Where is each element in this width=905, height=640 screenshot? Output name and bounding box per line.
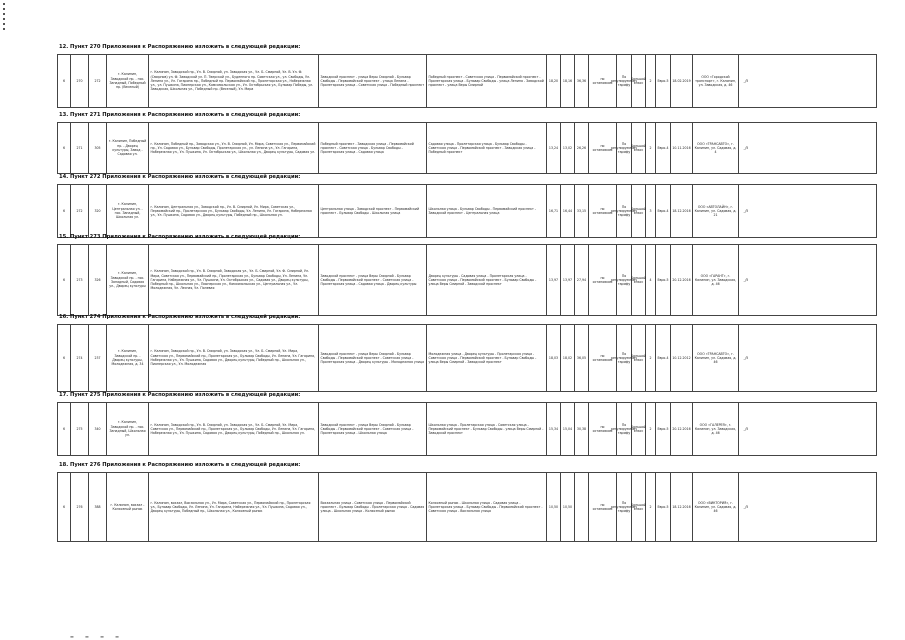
section-title: 15. Пункт 273 Приложения к Распоряжению изложить в следующей редакции:: [59, 234, 301, 240]
route-streets: г. Калинин, Заводской пр., Ул. В. Смирной, Заводская ул., Ул. Б. Смирной, Ул. Ф. Смирной, Ул. Мира, Советская ул., Первомайский пр., Пролетарская ул., Бульвар Свободы, Ул. Ленина, Ул. Гагарина, Набережная ул., Ул. Пушкина, Ул. Октябрьская ул., Садовая ул., Дворец культуры, Победный пр., Школьная ул., Пионерская ул., Комсомольская ул., Центральная ул., Ул. Молодежная, Ул. Лесная, Ул. Полевая: [149, 245, 319, 315]
row-n: 6: [58, 55, 71, 107]
route-name: г. Калинин, Заводской пр. - пос. Западный, Садовая ул., Дворец культуры: [107, 245, 149, 315]
stops-forward: Вокзальная улица - Советская улица - Первомайский проспект - Бульвар Свободы - Пролетарская улица - Садовая улица - Школьная улица - Колхозный рынок: [319, 473, 427, 541]
route-name: г. Калинин, Заводской пр. - пос. Западный, Победный пр. (Веселый): [107, 55, 149, 107]
length-backward: 15,04: [561, 403, 575, 455]
stops-backward: Колхозный рынок - Школьная улица - Садовая улица - Пролетарская улица - Бульвар Свободы - Первомайский проспект - Советская улица - Вокзальная улица: [427, 473, 547, 541]
start-date: 10.12.2012: [671, 325, 693, 391]
start-date: 20.12.2016: [671, 403, 693, 455]
carrier: ООО «ГАРАНТ», г. Калинин, ул. Заводская, д. 46: [693, 245, 739, 315]
row-code: 326: [89, 245, 107, 315]
section-item-4: [57, 234, 877, 316]
stops-forward: Центральная улица - Заводской проспект - Первомайский проспект - Бульвар Свободы - Школьная улица: [319, 185, 427, 237]
bus-count: 2: [646, 473, 656, 541]
length-backward: 16,44: [561, 185, 575, 237]
length-forward: 18,20: [547, 55, 561, 107]
bus-class: Большой класс: [632, 123, 646, 173]
stops-forward: Заводской проспект - улица Веры Смирной - Бульвар Свободы - Первомайский проспект - Советская улица - Пролетарская улица - Дворец культуры - Молодежная улица: [319, 325, 427, 391]
start-date: 18.02.2019: [671, 55, 693, 107]
row-n: 6: [58, 473, 71, 541]
tariff-regime: По регулируемому тарифу: [617, 325, 632, 391]
row-n: 6: [58, 325, 71, 391]
length-forward: 18,03: [547, 325, 561, 391]
row-mark: _/5: [743, 504, 749, 509]
bottom-marks: ▬ ▬ ▬ ▬: [70, 634, 124, 639]
section-item-6: [57, 392, 877, 456]
length-total: 27,94: [575, 245, 589, 315]
stops-mode: по остановкам: [589, 245, 617, 315]
stops-backward: Школьная улица - Бульвар Свободы - Первомайский проспект - Заводской проспект - Центральная улица: [427, 185, 547, 237]
stops-backward: Молодежная улица - Дворец культуры - Пролетарская улица - Советская улица - Первомайский проспект - Бульвар Свободы - улица Веры Смирной - Заводской проспект: [427, 325, 547, 391]
route-name: г. Калинин, Заводской пр. - Дворец культуры, Молодежная, д. 34: [107, 325, 149, 391]
section-item-1: [57, 44, 877, 108]
row-code: 237: [89, 325, 107, 391]
tariff-regime: По регулируемому тарифу: [617, 245, 632, 315]
eco-class: Евро-4: [656, 325, 671, 391]
row-num: 272: [71, 185, 89, 237]
start-date: 18.12.2016: [671, 185, 693, 237]
stops-forward: Победный проспект - Заводская улица - Первомайский проспект - Советская улица - Бульвар Свободы - Пролетарская улица - Садовая улица: [319, 123, 427, 173]
table-row: [57, 402, 877, 456]
table-row: [57, 472, 877, 542]
stops-forward: Заводской проспект - улица Веры Смирной - Бульвар Свободы - Первомайский проспект - Советская улица - Пролетарская улица - Садовая улица - Дворец культуры: [319, 245, 427, 315]
row-mark: _/5: [743, 208, 749, 213]
tariff-regime: По регулируемому тарифу: [617, 55, 632, 107]
bus-count: 4: [646, 245, 656, 315]
carrier: ООО «Городской транспорт», г. Калинин, ул. Заводская, д. 46: [693, 55, 739, 107]
row-n: 6: [58, 185, 71, 237]
tariff-regime: По регулируемому тарифу: [617, 473, 632, 541]
stops-mode: по остановкам: [589, 123, 617, 173]
bus-class: Большой класс: [632, 185, 646, 237]
section-title: 13. Пункт 271 Приложения к Распоряжению изложить в следующей редакции:: [59, 112, 301, 118]
route-streets: г. Калинин, Заводской пр., Ул. В. Смирной, ул. Заводская ул., Ул. Б. Смирной, Ул. Мира, Советская ул., Первомайский пр., Пролетарская ул., Бульвар Свободы, Ул. Ленина, Ул. Гагарина, Набережная ул., Ул. Пушкина, Садовая ул., Дворец культуры, Победный пр., Школьная ул.: [149, 403, 319, 455]
stops-backward: Школьная улица - Пролетарская улица - Советская улица - Первомайский проспект - Бульвар Свободы - улица Веры Смирной - Заводской проспект: [427, 403, 547, 455]
section-title: 17. Пункт 275 Приложения к Распоряжению изложить в следующей редакции:: [59, 392, 301, 398]
length-forward: 15,34: [547, 403, 561, 455]
route-name: г. Калинин, Центральная ул. - пос. Западный, Школьная ул.: [107, 185, 149, 237]
eco-class: Евро-4: [656, 123, 671, 173]
row-code: 272: [89, 55, 107, 107]
table-row: [57, 244, 877, 316]
bus-count: 2: [646, 325, 656, 391]
row-mark: _/5: [743, 78, 749, 83]
row-num: 271: [71, 123, 89, 173]
length-backward: 18,16: [561, 55, 575, 107]
eco-class: Евро-5: [656, 403, 671, 455]
table-row: [57, 54, 877, 108]
length-backward: 13,02: [561, 123, 575, 173]
table-row: [57, 324, 877, 392]
row-mark: _/5: [743, 277, 749, 282]
bus-count: 2: [646, 123, 656, 173]
table-row: [57, 122, 877, 174]
stops-backward: Дворец культуры - Садовая улица - Пролетарская улица - Советская улица - Первомайский проспект - Бульвар Свободы - улица Веры Смирной - Заводской проспект: [427, 245, 547, 315]
length-total: 36,05: [575, 325, 589, 391]
eco-class: Евро-4: [656, 185, 671, 237]
start-date: 10.11.2016: [671, 123, 693, 173]
route-name: г. Калинин, вокзал - Колхозный рынок: [107, 473, 149, 541]
length-backward: 18,02: [561, 325, 575, 391]
carrier: ООО «АВТОЛАЙН», г. Калинин, ул. Садовая, д. 21: [693, 185, 739, 237]
start-date: 20.12.2016: [671, 245, 693, 315]
row-n: 6: [58, 245, 71, 315]
row-num: 273: [71, 245, 89, 315]
section-title: 16. Пункт 274 Приложения к Распоряжению изложить в следующей редакции:: [59, 314, 301, 320]
row-num: 276: [71, 473, 89, 541]
stops-mode: по остановкам: [589, 185, 617, 237]
tariff-regime: По регулируемому тарифу: [617, 403, 632, 455]
eco-class: Евро-5: [656, 55, 671, 107]
section-item-2: [57, 112, 877, 174]
section-item-3: [57, 174, 877, 238]
length-forward: 16,71: [547, 185, 561, 237]
bus-count: 3: [646, 185, 656, 237]
stops-backward: Садовая улица - Пролетарская улица - Бульвар Свободы - Советская улица - Первомайский проспект - Заводская улица - Победный проспект: [427, 123, 547, 173]
row-code: 305: [89, 123, 107, 173]
route-name: г. Калинин, Победный пр. - Дворец культуры, Завод - Садовая ул.: [107, 123, 149, 173]
section-title: 18. Пункт 276 Приложения к Распоряжению изложить в следующей редакции:: [59, 462, 301, 468]
bus-class: Большой класс: [632, 403, 646, 455]
row-code: 340: [89, 403, 107, 455]
row-code: 320: [89, 185, 107, 237]
stops-mode: по остановкам: [589, 403, 617, 455]
route-streets: г. Калинин, вокзал, Вокзальная ул., Ул. Мира, Советская ул., Первомайский пр., Пролетарская ул., Бульвар Свободы, Ул. Ленина, Ул. Гагарина, Набережная ул., Ул. Пушкина, Садовая ул., Дворец культуры, Победный пр., Школьная ул., Колхозный рынок: [149, 473, 319, 541]
eco-class: Евро-5: [656, 473, 671, 541]
table-row: [57, 184, 877, 238]
row-code: 388: [89, 473, 107, 541]
carrier: ООО «ТРАНСАВТО», г. Калинин, ул. Садовая, д. 46: [693, 325, 739, 391]
section-item-5: [57, 314, 877, 392]
row-mark: _/5: [743, 145, 749, 150]
bus-class: Большой класс: [632, 55, 646, 107]
length-total: 30,38: [575, 403, 589, 455]
route-streets: г. Калинин, Центральная ул., Заводской пр., Ул. В. Смирной, Ул. Мира, Советская ул., Первомайский пр., Пролетарская ул., Бульвар Свободы, Ул. Ленина, Ул. Гагарина, Набережная ул., Ул. Пушкина, Садовая ул., Дворец культуры, Победный пр., Школьная ул.: [149, 185, 319, 237]
bus-class: Большой класс: [632, 325, 646, 391]
length-backward: 13,97: [561, 245, 575, 315]
tariff-regime: По регулируемому тарифу: [617, 185, 632, 237]
bus-class: Большой класс: [632, 245, 646, 315]
stops-mode: по остановкам: [589, 473, 617, 541]
length-forward: 13,24: [547, 123, 561, 173]
stops-mode: по остановкам: [589, 55, 617, 107]
route-streets: г. Калинин, Победный пр., Заводская ул., Ул. В. Смирной, Ул. Мира, Советская ул., Первомайский пр., Ул. Садовая ул., Бульвар Свободы, Пролетарская ул., ул. Ленина ул., Ул. Гагарина, Набережная ул., Ул. Пушкина, Ул. Октябрьская ул., Школьная ул., Дворец культуры, Садовая ул.: [149, 123, 319, 173]
bus-count: 2: [646, 403, 656, 455]
length-total: 36,36: [575, 55, 589, 107]
route-streets: г. Калинин, Заводской пр., Ул. В. Смирной, ул. Заводская ул., Ул. Б. Смирной, Ул. В. Ул. Ф. (Смирнов) ул. Ф. Заводской ул. П. Тверской ул., Буденного пр. Советская ул., ул. Свободы, Ул. Ленина ул., Ул. Гагарина пр., Победный пр. Первомайский пр., Пролетарская ул., Набережная ул., ул. Пушкина, Пионерская ул., Комсомольская ул., Ул. Октябрьская ул., Бульвар Победы, ул. Заводская, Школьная ул., Победный пр. (Веселый), Ул. Мира: [149, 55, 319, 107]
start-date: 18.12.2016: [671, 473, 693, 541]
tariff-regime: По регулируемому тарифу: [617, 123, 632, 173]
carrier: ООО «ГАЛЕРЕЯ», г. Калинин, ул. Заводская, д. 46: [693, 403, 739, 455]
margin-marks: [2, 0, 8, 40]
route-name: г. Калинин, Заводской пр. - пос. Западный, Школьная ул.: [107, 403, 149, 455]
eco-class: Евро-5: [656, 245, 671, 315]
length-total: 33,15: [575, 185, 589, 237]
row-mark: _/5: [743, 426, 749, 431]
bus-count: 2: [646, 55, 656, 107]
route-streets: г. Калинин, Заводской пр., Ул. В. Смирной, ул. Заводская ул., Ул. Б. Смирной, Ул. Мира, Советская ул., Первомайский пр., Пролетарская ул., Бульвар Свободы, Ул. Ленина, Ул. Гагарина, Набережная ул., Ул. Пушкина, Садовая ул., Дворец культуры, Победный пр., Школьная ул., Пионерская ул., Ул. Молодежная: [149, 325, 319, 391]
section-title: 14. Пункт 272 Приложения к Распоряжению изложить в следующей редакции:: [59, 174, 301, 180]
row-num: 275: [71, 403, 89, 455]
section-item-7: [57, 462, 877, 542]
carrier: ООО «ВИКТОРИЯ», г. Калинин, ул. Садовая, д. 46: [693, 473, 739, 541]
stops-backward: Победный проспект - Советская улица - Первомайский проспект - Пролетарская улица - Бульвар Свободы - улица Ленина - Заводской проспект - улица Веры Смирной: [427, 55, 547, 107]
length-forward: 10,50: [547, 473, 561, 541]
length-total: [575, 473, 589, 541]
row-mark: _/5: [743, 355, 749, 360]
row-n: 6: [58, 403, 71, 455]
bus-class: Большой класс: [632, 473, 646, 541]
carrier: ООО «ТРАНСАВТО», г. Калинин, ул. Садовая, д. 4: [693, 123, 739, 173]
stops-mode: по остановкам: [589, 325, 617, 391]
length-forward: 13,97: [547, 245, 561, 315]
length-total: 26,26: [575, 123, 589, 173]
row-n: 6: [58, 123, 71, 173]
stops-forward: Заводской проспект - улица Веры Смирной - Бульвар Свободы - Первомайский проспект - Советская улица - Пролетарская улица - Школьная улица: [319, 403, 427, 455]
stops-forward: Заводской проспект - улица Веры Смирной - Бульвар Свободы - Первомайский проспект - улица Ленина - Пролетарская улица - Советская улица - Победный проспект: [319, 55, 427, 107]
row-num: 274: [71, 325, 89, 391]
length-backward: 10,50: [561, 473, 575, 541]
section-title: 12. Пункт 270 Приложения к Распоряжению изложить в следующей редакции:: [59, 44, 301, 50]
row-num: 270: [71, 55, 89, 107]
